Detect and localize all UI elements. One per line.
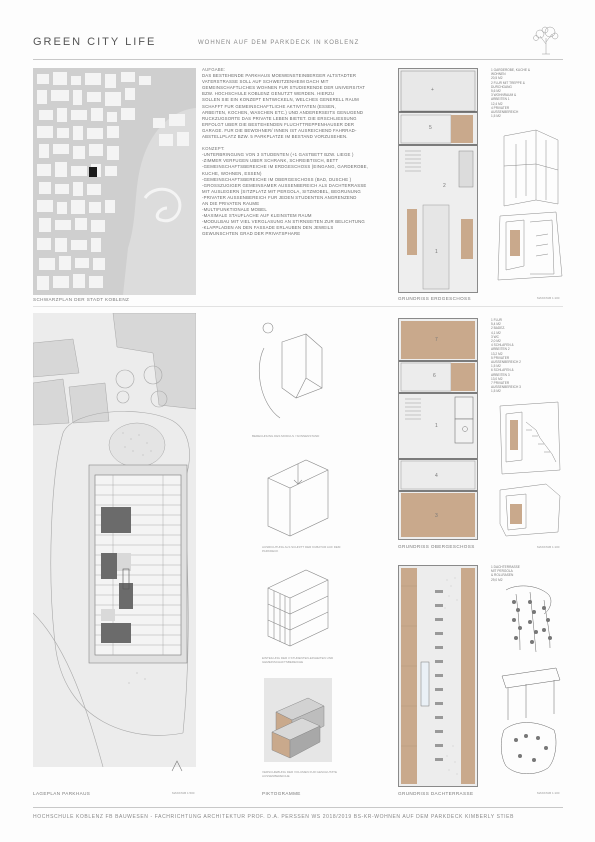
site-plan-caption: SCHWARZPLAN DER STADT KOBLENZ xyxy=(33,297,130,302)
task-line: GARAGE. FUR DIE BEWOHNER/ INNEN IST AUSREICHEND FAHRRAD- xyxy=(202,127,357,133)
legend-line: 13,2 M2 xyxy=(491,351,503,356)
room-number: 1 xyxy=(435,249,438,255)
legend-line: 5,4 M2 xyxy=(491,322,501,327)
legend-line: AUSSENBEREICH 3 xyxy=(491,385,521,390)
layout-plan-caption: LAGEPLAN PARKHAUS xyxy=(33,791,91,796)
legend-line: ARBEITEN 2 xyxy=(491,347,510,352)
pergola-sketch xyxy=(496,580,564,780)
scale-label: MASSTAB 1:500 xyxy=(172,791,195,795)
concept-line: KUCHE, WOHNEN, ESSEN) xyxy=(202,170,262,176)
room-number: 6 xyxy=(433,373,436,379)
legend-line: 1,5 M2 xyxy=(491,389,501,394)
legend-line: MIT PERGOLA xyxy=(491,569,513,574)
ground-floor-plan xyxy=(398,68,478,293)
pictogram-volume xyxy=(262,454,332,538)
concept-line: -PRIVATER AUSSENBEREICH FUR JEDEN STUDENTEN ANGRENZEND xyxy=(202,194,357,200)
pictogram-caption: AUSRICHTUNG ALS SCHNITT DER KUBATUR AUF DEM PARKDECK xyxy=(262,545,341,553)
room-number: 3 xyxy=(435,513,438,519)
task-line: RUCKZUGSORTE DAS PRIVATE LEBEN BIETET. DIE ERSCHLIESSUNG xyxy=(202,115,357,121)
scale-label: MASSTAB 1:100 xyxy=(537,296,560,300)
task-line: ARBEITEN, KOCHEN, WASCHEN ETC.) UND ANDERERSEITS GENUGEND xyxy=(202,109,364,115)
legend-line: ARBEITEN 1 xyxy=(491,97,510,102)
roof-terrace-caption: GRUNDRISS DACHTERRASSE xyxy=(398,791,474,796)
legend-line: WOHNEN xyxy=(491,72,506,77)
pictogram-caption-title: PIKTOGRAMME xyxy=(262,791,301,796)
legend-line: AUSSENBEREICH 2 xyxy=(491,360,521,365)
pictogram-caption: BERECHNUNG DES MODULS / SONNENSTAND xyxy=(252,434,320,438)
north-arrow-icon xyxy=(170,760,184,772)
concept-line: -GROSSZUGIGER GEMEINSAMER AUSSENBEREICH ALS DACHTERRASSE xyxy=(202,182,367,188)
task-line: SOLLEN SIE EIN KONZEPT ENTWICKELN, WELCHES GENERELL RAUM xyxy=(202,97,359,103)
tree-sketch-icon xyxy=(528,24,564,56)
legend-line: 3 WOHNRAUM & xyxy=(491,93,517,98)
legend-line: 2 BADEZ. xyxy=(491,326,506,331)
ground-floor-drawing xyxy=(399,69,477,292)
legend-line: 2,0 M2 xyxy=(491,339,501,344)
legend-line: 29,0 M2 xyxy=(491,577,503,582)
concept-line: MIT AUSLEGERN (SITZPLATZ MIT PERGOLA, SITZMOBEL, BEGRUNUNG xyxy=(202,188,361,194)
legend-line: 1,5 M2 xyxy=(491,114,501,119)
legend-line: 3 WC xyxy=(491,334,499,339)
site-plan-panel xyxy=(33,68,196,295)
concept-line: -UNTERBRINGUNG VON 3 STUDENTEN (+1 GASTBETT BZW. LIEGE ) xyxy=(202,152,354,158)
header-rule xyxy=(33,59,563,60)
concept-line: -GEMEINSCHAFTSBEREICHE IM ERDGESCHOSS (EINGANG, GARDEROBE, xyxy=(202,164,369,170)
concept-line: -MAXIMALE STAUFLACHE AUF KLEINSTEM RAUM xyxy=(202,213,312,219)
task-heading: AUFGABE: xyxy=(202,67,226,72)
legend-line: 4,1 M2 xyxy=(491,330,501,335)
sun-path-icon xyxy=(252,318,326,430)
legend-line: 2 FLUR MIT TREPPE & xyxy=(491,80,525,85)
legend-line: 7 PRIVATER xyxy=(491,381,510,386)
interior-sketch xyxy=(496,126,564,286)
pictogram-caption: EINTEILUNG DER 3 STUDENTEN-EINHEITEN UND GEMEINSCHAFTSBEREICHE xyxy=(262,656,334,664)
stair-sketch xyxy=(496,400,564,540)
task-line: BZW. HOCHSCHULE KOBLENZ GENUTZT WERDEN. HIERZU xyxy=(202,91,335,97)
footer-rule xyxy=(33,807,563,808)
task-line: VATERSTRASSE SOLL AUF SCHWEITZENHEIM DACH MIT xyxy=(202,79,329,85)
concept-line: -ZIMMER VERFUGEN UBER SCHRANK, SCHREIBTISCH, BETT xyxy=(202,158,339,164)
scale-label: MASSTAB 1:100 xyxy=(537,545,560,549)
pictogram-caption: VERSCHIEBUNG DER VOLUMEN FUR GESCHUTZTE AUSSENBEREICHE xyxy=(262,770,338,778)
legend-line: 1,5 M2 xyxy=(491,364,501,369)
roof-terrace-drawing xyxy=(399,566,477,786)
concept-line: -MODULBAU MIT VIEL VERGLASUNG AN STIRNSEITEN ZUR BELICHTUNG xyxy=(202,219,365,225)
footer-text: HOCHSCHULE KOBLENZ FB BAUWESEN - FACHRICHTUNG ARCHITEKTUR PROF. D.A. PERSSEN WS 2018/2019 BS-KR-WOHNEN AUF DEM PARKDECK KIMBERLY STIEB xyxy=(33,814,515,820)
layout-plan-drawing xyxy=(33,313,196,767)
legend-line: DURCHGANG xyxy=(491,84,512,89)
concept-line: AN DIE PRIVATEN RAUME xyxy=(202,200,260,206)
legend-line: ARBEITEN 3 xyxy=(491,372,510,377)
legend-line: 4 SCHLAFEN & xyxy=(491,343,514,348)
legend-line: 1 DACHTERRASSE xyxy=(491,565,520,569)
upper-floor-drawing xyxy=(399,319,477,539)
legend-line: 13,0 M2 xyxy=(491,376,503,381)
legend-line: & ROLLRASEN xyxy=(491,573,514,578)
legend-line: 1 GARDEROBE, KUCHE & xyxy=(491,68,530,72)
legend-line: 4 PRIVATER xyxy=(491,105,510,110)
upper-floor-caption: GRUNDRISS OBERGESCHOSS xyxy=(398,544,475,549)
ground-legend xyxy=(491,68,561,118)
concept-heading: KONZEPT: xyxy=(202,146,225,152)
legend-line: 20,5 M2 xyxy=(491,76,503,81)
poster-subtitle: WOHNEN AUF DEM PARKDECK IN KOBLENZ xyxy=(198,40,360,46)
task-line: GEMEINSCHAFTLICHES WOHNEN FUR STUDIERENDE DER UNIVERSITAT xyxy=(202,85,366,91)
row-rule xyxy=(33,306,563,307)
legend-line: 5,6 M2 xyxy=(491,89,501,94)
pictogram-shifted-volumes xyxy=(262,676,334,764)
task-line: DAS BESTEHENDE PARKHAUS MOEWENSTEINBERGER ALTSTADTER xyxy=(202,73,357,79)
layout-plan-panel xyxy=(33,313,196,767)
room-number: 2 xyxy=(443,183,446,189)
concept-line: -KLAPPLADEN AN DEN FASSADE ERLAUBEN DEN JEWEILS xyxy=(202,225,334,231)
upper-floor-plan xyxy=(398,318,478,540)
room-number: 1 xyxy=(435,423,438,429)
upper-legend xyxy=(491,318,561,394)
scale-label: MASSTAB 1:100 xyxy=(537,791,560,795)
poster-title: GREEN CITY LIFE xyxy=(33,36,157,48)
site-plan-map xyxy=(33,68,196,295)
task-line: SCHAFFT FUR GEMEINSCHAFTLICHE AKTIVITATEN (ESSEN, xyxy=(202,103,336,109)
legend-line: 12,4 M2 xyxy=(491,101,503,106)
pictogram-units xyxy=(262,564,332,650)
legend-line: 5 PRIVATER xyxy=(491,355,510,360)
legend-line: AUSSENBEREICH xyxy=(491,110,519,115)
room-number: 7 xyxy=(435,337,438,343)
ground-floor-caption: GRUNDRISS ERDGESCHOSS xyxy=(398,296,471,301)
legend-line: 1 FLUR xyxy=(491,318,502,322)
legend-line: 6 SCHLAFEN & xyxy=(491,368,514,373)
roof-terrace-plan xyxy=(398,565,478,787)
room-number: + xyxy=(431,87,434,93)
concept-text xyxy=(202,67,386,238)
concept-line: -MULTIFUNKTIONALE MOBEL xyxy=(202,207,267,213)
room-number: 4 xyxy=(435,473,438,479)
task-line: ABSTELLPLATZ BZW. 5 PARKPLATZE IM BESTAND VORZUSEHEN. xyxy=(202,134,348,140)
concept-line: GEWUNSCHTEN GRAD DER PRIVATSPHARE xyxy=(202,231,301,237)
concept-line: -GEMEINSCHAFTSBEREICHE IM OBERGESCHOSS (BAD, DUSCHE ) xyxy=(202,176,352,182)
task-line: ERFOLGT UBER DIE BESTEHENDEN FLUCHTTREPPENHAUSER DER xyxy=(202,121,355,127)
room-number: 5 xyxy=(429,125,432,131)
